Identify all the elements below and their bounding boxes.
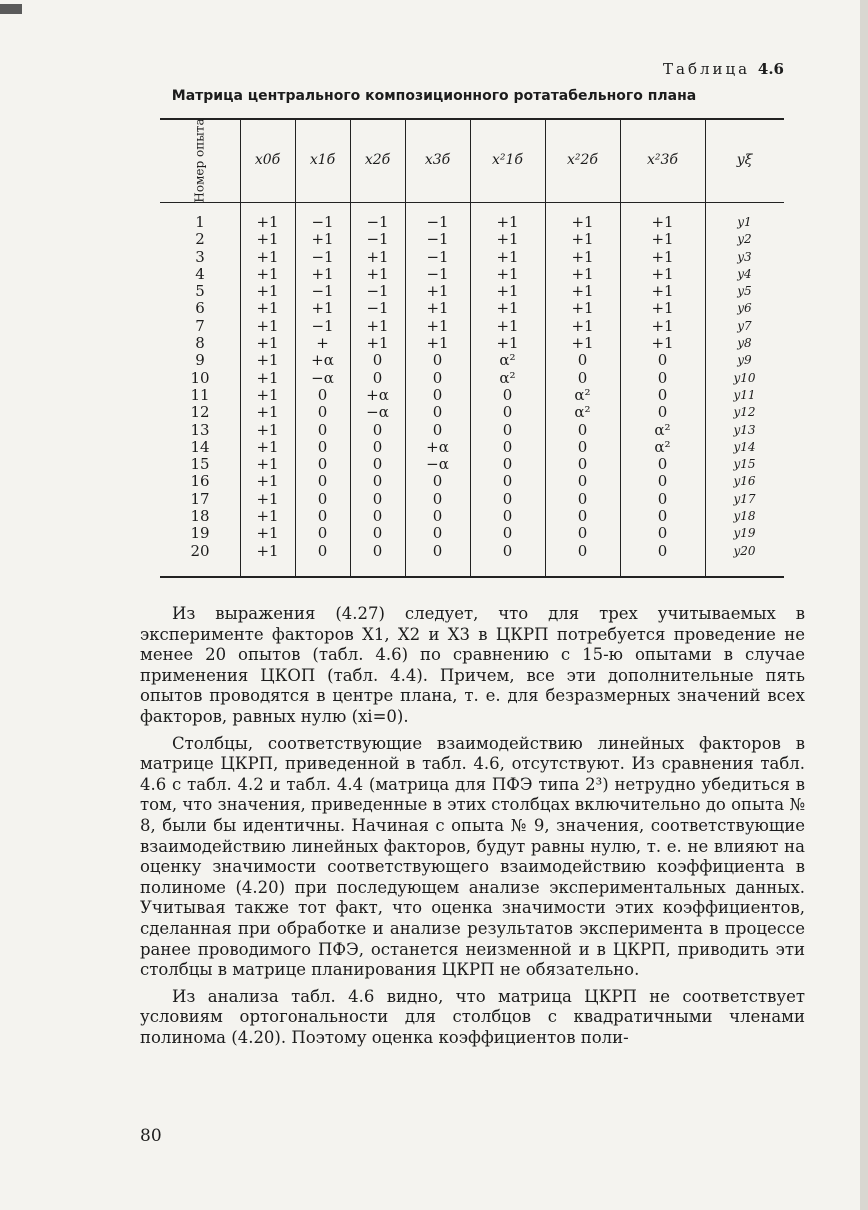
table-cell: +1 <box>651 334 674 353</box>
table-cell: y5 <box>737 284 752 299</box>
table-cell: +1 <box>256 472 279 491</box>
column-header-label: Номер опыта <box>192 117 207 203</box>
column-header-label: x²2б <box>567 152 598 168</box>
table-cell: +1 <box>256 247 279 266</box>
table-cell: y10 <box>733 370 756 385</box>
table-cell: y13 <box>733 422 756 437</box>
table-cell: 0 <box>432 351 443 370</box>
table-cell: y3 <box>737 249 752 264</box>
table-cell: +1 <box>256 437 279 456</box>
table-cell: +1 <box>651 282 674 301</box>
table-cell: +1 <box>256 316 279 335</box>
table-cell: 0 <box>372 420 383 439</box>
table-cell: 19 <box>190 524 210 543</box>
table-cell: α² <box>574 385 591 404</box>
table-cell: y16 <box>733 474 756 489</box>
table-cell: 0 <box>577 489 588 508</box>
table-cell: y15 <box>733 457 756 472</box>
table-cell: 0 <box>577 524 588 543</box>
column-header <box>350 118 405 202</box>
column-header <box>295 118 350 202</box>
table-cell: 0 <box>502 385 513 404</box>
table-cell: 0 <box>502 403 513 422</box>
table-cell: +1 <box>366 264 389 283</box>
table-cell: +1 <box>571 247 594 266</box>
body-text <box>140 604 805 1054</box>
table-cell: y12 <box>733 405 756 420</box>
table-cell: 0 <box>317 455 328 474</box>
table-cell: +1 <box>256 524 279 543</box>
table-cell: +1 <box>256 455 279 474</box>
table-cell: 0 <box>577 420 588 439</box>
table-cell: −1 <box>426 247 449 266</box>
table-cell: +1 <box>256 489 279 508</box>
table-cell: y4 <box>737 266 752 281</box>
table-cell: −1 <box>366 282 389 301</box>
table-cell: −1 <box>311 213 334 231</box>
table-cell: +1 <box>366 247 389 266</box>
table-cell: −1 <box>366 299 389 318</box>
table-cell: 0 <box>317 403 328 422</box>
table-cell: 0 <box>502 455 513 474</box>
table-cell: 0 <box>432 368 443 387</box>
column-header-label: yξ <box>736 152 753 168</box>
table-cell: −1 <box>311 247 334 266</box>
column-x2-squared <box>545 118 620 578</box>
table-cell: 0 <box>432 489 443 508</box>
table-cell: +1 <box>651 299 674 318</box>
table-cell: 6 <box>195 299 205 318</box>
table-cell: +1 <box>651 247 674 266</box>
table-cell: 0 <box>372 524 383 543</box>
table-cell: −1 <box>366 213 389 231</box>
table-cell: 17 <box>190 489 210 508</box>
table-cell: 0 <box>317 489 328 508</box>
table-cell: +1 <box>366 316 389 335</box>
table-cell: −1 <box>426 230 449 249</box>
table-cell: y2 <box>737 232 752 247</box>
table-cell: +1 <box>496 230 519 249</box>
table-cell: 8 <box>195 334 205 353</box>
table-cell: 0 <box>502 524 513 543</box>
table-cell: 0 <box>372 541 383 560</box>
table-cell: 0 <box>657 472 668 491</box>
table-cell: 0 <box>502 420 513 439</box>
table-cell: +1 <box>571 334 594 353</box>
table-cell: 0 <box>657 368 668 387</box>
table-cell: +1 <box>651 230 674 249</box>
table-cell: 15 <box>190 455 210 474</box>
table-cell: α² <box>654 437 671 456</box>
table-cell: 0 <box>657 507 668 526</box>
table-cell: 0 <box>432 524 443 543</box>
table-cell: +1 <box>496 282 519 301</box>
table-cell: 0 <box>372 368 383 387</box>
column-header <box>545 118 620 202</box>
table-cell: y17 <box>733 491 756 506</box>
table-cell: 0 <box>657 489 668 508</box>
table-cell: 0 <box>577 437 588 456</box>
table-cell: +1 <box>256 385 279 404</box>
table-cell: 0 <box>657 351 668 370</box>
table-cell: +1 <box>426 316 449 335</box>
table-cell: 0 <box>317 420 328 439</box>
table-cell: 11 <box>190 385 210 404</box>
table-cell: +1 <box>256 230 279 249</box>
table-cell: +1 <box>496 299 519 318</box>
table-cell: 0 <box>657 455 668 474</box>
table-cell: 0 <box>577 368 588 387</box>
column-header-label: x0б <box>254 152 281 168</box>
column-header-label: x²1б <box>492 152 523 168</box>
scan-corner-mark <box>0 4 22 14</box>
table-cell: 1 <box>195 213 205 231</box>
table-cell: +1 <box>571 316 594 335</box>
table-cell: +1 <box>426 334 449 353</box>
table-cell: +1 <box>256 368 279 387</box>
column-header <box>470 118 545 202</box>
table-cell: +1 <box>496 264 519 283</box>
table-cell: 0 <box>432 472 443 491</box>
table-cell: 0 <box>432 541 443 560</box>
table-cell: +1 <box>256 264 279 283</box>
table-cell: α² <box>574 403 591 422</box>
table-cell: +1 <box>496 247 519 266</box>
table-label <box>663 60 784 78</box>
table-cell: +1 <box>426 282 449 301</box>
table-cell: +α <box>366 385 389 404</box>
table-cell: +1 <box>256 351 279 370</box>
table-cell: +1 <box>651 264 674 283</box>
table-cell: 0 <box>372 455 383 474</box>
table-label-word: Таблица <box>663 60 751 78</box>
column-x2 <box>350 118 405 578</box>
table-cell: +1 <box>256 507 279 526</box>
table-cell: 0 <box>432 385 443 404</box>
table-cell: 0 <box>657 403 668 422</box>
table-cell: 0 <box>432 507 443 526</box>
table-cell: −1 <box>311 282 334 301</box>
column-x1-squared <box>470 118 545 578</box>
table-cell: 0 <box>657 524 668 543</box>
column-x3-squared <box>620 118 705 578</box>
table-cell: 0 <box>577 541 588 560</box>
column-x1 <box>295 118 350 578</box>
table-cell: −α <box>426 455 449 474</box>
table-cell: y7 <box>737 318 752 333</box>
column-run-number <box>160 118 240 578</box>
paragraph: Из анализа табл. 4.6 видно, что матрица ЦКРП не соответствует условиям ортогональности для столбцов с квадратичными членами полинома (4.20). Поэтому оценка коэффициентов поли- <box>140 986 805 1047</box>
table-cell: +1 <box>256 213 279 231</box>
table-cell: +1 <box>311 299 334 318</box>
table-cell: +1 <box>311 264 334 283</box>
page-number: 80 <box>140 1126 162 1146</box>
table-cell: +1 <box>311 230 334 249</box>
table-cell: +1 <box>256 299 279 318</box>
table-cell: 16 <box>190 472 210 491</box>
column-header-label: x3б <box>424 152 451 168</box>
design-matrix-table <box>160 118 784 578</box>
table-cell: 0 <box>372 507 383 526</box>
table-cell: 0 <box>657 385 668 404</box>
table-cell: −1 <box>426 264 449 283</box>
table-cell: 0 <box>317 524 328 543</box>
table-cell: 12 <box>190 403 210 422</box>
table-cell: +1 <box>651 316 674 335</box>
table-cell: α² <box>654 420 671 439</box>
table-cell: +1 <box>426 299 449 318</box>
table-cell: 0 <box>317 385 328 404</box>
table-cell: 0 <box>502 507 513 526</box>
table-cell: 14 <box>190 437 210 456</box>
table-cell: 0 <box>317 507 328 526</box>
table-cell: y18 <box>733 509 756 524</box>
table-cell: 0 <box>502 541 513 560</box>
table-cell: 0 <box>577 455 588 474</box>
table-cell: +1 <box>571 264 594 283</box>
table-cell: + <box>316 334 329 353</box>
table-cell: 3 <box>195 247 205 266</box>
paragraph: Столбцы, соответствующие взаимодействию линейных факторов в матрице ЦКРП, приведенной в табл. 4.6, отсутствуют. Из сравнения табл. 4.6 с табл. 4.2 и табл. 4.4 (матрица для ПФЭ типа 2³) нетрудно убедиться в том, что значения, приведенные в этих столбцах включительно до опыта № 8, были бы идентичны. Начиная с опыта № 9, значения, соответствующие взаимодействию линейных факторов, будут равны нулю, т. е. не влияют на оценку значимости соответствующего взаимодействию коэффициента в полиноме (4.20) при последующем анализе экспериментальных данных. Учитывая также тот факт, что оценка значимости этих коэффициентов, сделанная при обработке и анализе результатов эксперимента в процессе ранее проводимого ПФЭ, останется неизменной и в ЦКРП, приводить эти столбцы в матрице планирования ЦКРП не обязательно. <box>140 733 805 980</box>
table-cell: +1 <box>496 213 519 231</box>
table-cell: 0 <box>372 472 383 491</box>
table-cell: +1 <box>256 282 279 301</box>
table-cell: 0 <box>577 507 588 526</box>
table-cell: 13 <box>190 420 210 439</box>
table-cell: +1 <box>571 213 594 231</box>
table-cell: +1 <box>651 213 674 231</box>
table-cell: −1 <box>311 316 334 335</box>
page-edge <box>860 0 868 1210</box>
column-header <box>240 118 295 202</box>
table-cell: −α <box>311 368 334 387</box>
table-cell: +1 <box>571 299 594 318</box>
table-cell: α² <box>499 351 516 370</box>
table-cell: 0 <box>432 403 443 422</box>
table-cell: +1 <box>256 420 279 439</box>
table-cell: 0 <box>317 541 328 560</box>
table-cell: +1 <box>496 334 519 353</box>
table-cell: +α <box>311 351 334 370</box>
table-cell: 0 <box>577 351 588 370</box>
column-x0 <box>240 118 295 578</box>
table-cell: y9 <box>737 353 752 368</box>
table-cell: +1 <box>571 282 594 301</box>
table-cell: +1 <box>256 334 279 353</box>
table-cell: 0 <box>317 472 328 491</box>
table-cell: y19 <box>733 526 756 541</box>
table-cell: 0 <box>432 420 443 439</box>
table-cell: α² <box>499 368 516 387</box>
table-cell: y6 <box>737 301 752 316</box>
table-cell: y20 <box>733 543 756 558</box>
table-cell: y1 <box>737 215 752 229</box>
column-header-label: x1б <box>309 152 336 168</box>
table-number: 4.6 <box>757 60 784 78</box>
column-header <box>405 118 470 202</box>
table-cell: +1 <box>256 403 279 422</box>
column-x3 <box>405 118 470 578</box>
table-cell: 4 <box>195 264 205 283</box>
column-header <box>160 118 240 202</box>
table-cell: 0 <box>502 472 513 491</box>
table-cell: y14 <box>733 439 756 454</box>
table-cell: +1 <box>496 316 519 335</box>
table-cell: 0 <box>372 437 383 456</box>
paragraph: Из выражения (4.27) следует, что для трех учитываемых в эксперименте факторов X1, X2 и X3 в ЦКРП потребуется проведение не менее 20 опытов (табл. 4.6) по сравнению с 15-ю опытами в случае применения ЦКОП (табл. 4.4). Причем, все эти дополнительные пять опытов проводятся в центре плана, т. е. для безразмерных значений всех факторов, равных нулю (xi=0). <box>140 604 805 726</box>
table-cell: −1 <box>366 230 389 249</box>
table-cell: +1 <box>571 230 594 249</box>
table-cell: 0 <box>372 489 383 508</box>
table-cell: 18 <box>190 507 210 526</box>
table-cell: 0 <box>577 472 588 491</box>
table-cell: 20 <box>190 541 210 560</box>
table-cell: 0 <box>502 489 513 508</box>
table-cell: y11 <box>733 387 756 402</box>
table-cell: 0 <box>657 541 668 560</box>
table-cell: 10 <box>190 368 210 387</box>
table-cell: 0 <box>317 437 328 456</box>
table-cell: +α <box>426 437 449 456</box>
table-cell: +1 <box>366 334 389 353</box>
column-header-label: x²3б <box>647 152 678 168</box>
table-cell: −α <box>366 403 389 422</box>
table-cell: 5 <box>195 282 205 301</box>
table-cell: 2 <box>195 230 205 249</box>
column-header <box>620 118 705 202</box>
column-response-y <box>705 118 784 578</box>
table-cell: −1 <box>426 213 449 231</box>
column-header <box>705 118 784 202</box>
table-caption: Матрица центрального композиционного ротатабельного плана <box>171 88 697 104</box>
column-header-label: x2б <box>364 152 391 168</box>
table-cell: +1 <box>256 541 279 560</box>
table-cell: 9 <box>195 351 205 370</box>
table-cell: 7 <box>195 316 205 335</box>
table-cell: 0 <box>372 351 383 370</box>
table-cell: y8 <box>737 336 752 351</box>
table-cell: 0 <box>502 437 513 456</box>
